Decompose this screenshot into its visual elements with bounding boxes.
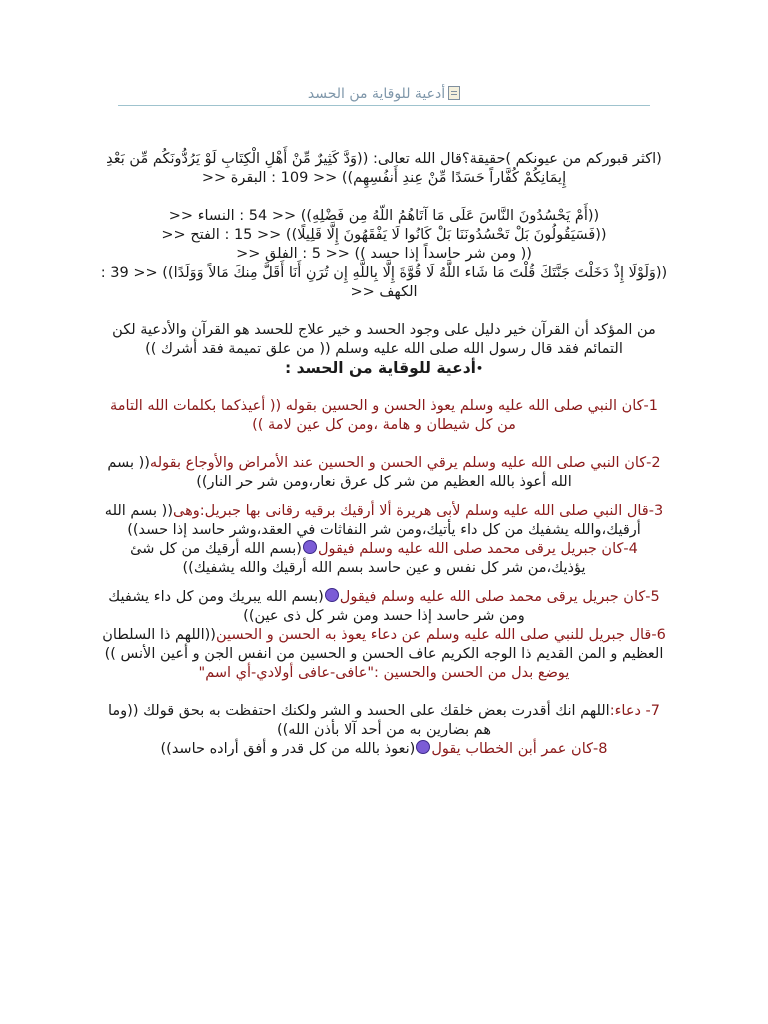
dua-item-3: 3-قال النبي صلى الله عليه وسلم لأبى هريرة ألا أرقيك برقيه رقانى بها جبريل:وهى(( بسم الله أرقيك،والله يشفيك من كل داء يأتيك،ومن شر النفاثات في العقد،وشر حاسد إذا حسد)) [104, 503, 664, 538]
verse-falaq: (( ومن شر حاسداً إذا حسد )) << 5 : الفلق << [236, 246, 532, 262]
bullet-icon: • [475, 362, 484, 375]
section-heading-text: أدعية للوقاية من الحسد : [284, 359, 476, 377]
section-heading [100, 359, 668, 378]
page-title: أدعية للوقاية من الحسد [307, 86, 446, 102]
conclusion-paragraph: من المؤكد أن القرآن خير دليل على وجود الحسد و خير علاج للحسد هو القرآن والأدعية لكن التمائم فقد قال رسول الله صلى الله عليه وسلم (( من علق تميمة فقد أشرك )) [112, 322, 656, 357]
page-title-row [118, 86, 650, 102]
verse-fath: ((فَسَيَقُولُونَ بَلْ تَحْسُدُونَنَا بَلْ كَانُوا لَا يَفْقَهُونَ إِلَّا قَلِيلًا)) << 15 : الفتح << [161, 227, 607, 243]
dua-item-2: 2-كان النبي صلى الله عليه وسلم يرقي الحسن و الحسين عند الأمراض والأوجاع بقوله(( بسم الله أعوذ بالله العظيم من شر كل عرق نعار،ومن شر حر النار)) [107, 455, 661, 490]
dua-item-5: 5-كان جبريل يرقى محمد صلى الله عليه وسلم فيقول(بسم الله يبريك ومن كل داء يشفيك ومن شر حاسد إذا حسد ومن شر كل ذى عين)) [108, 589, 660, 624]
smiley-icon [325, 588, 339, 602]
smiley-icon [416, 740, 430, 754]
dua-item-8: 8-كان عمر أبن الخطاب يقول(نعوذ بالله من كل قدر و أفق أراده حاسد)) [160, 741, 608, 757]
article-body [100, 150, 668, 759]
dua-item-6: 6-قال جبريل للنبي صلى الله عليه وسلم عن دعاء يعوذ به الحسن و الحسين((اللهم ذا السلطان العظيم و المن القديم ذا الوجه الكريم عاف الحسن و الحسين من انفس الجن و أعين الأنس )) يوضع بدل من الحسن والحسين :"عافى-عافى أولادي-أي اسم" [102, 627, 666, 681]
title-divider [118, 105, 650, 106]
intro-paragraph: (اكثر قبوركم من عيونكم )حقيقة؟قال الله تعالى: ((وَدَّ كَثِيرٌ مِّنْ أَهْلِ الْكِتَابِ لَوْ يَرُدُّونَكُم مِّن بَعْدِ إِيمَانِكُمْ كُفَّاراً حَسَدًا مِّنْ عِندِ أَنفُسِهِم)) << 109 : البقرة << [106, 151, 662, 186]
dua-item-7: 7- دعاء:اللهم انك أقدرت بعض خلقك على الحسد و الشر ولكنك احتفظت به بحق قولك ((وما هم بضارين به من أحد آلا بأذن الله)) [107, 703, 661, 738]
verse-kahf: ((وَلَوْلَا إِذْ دَخَلْتَ جَنَّتَكَ قُلْتَ مَا شَاء اللَّهُ لَا قُوَّةَ إِلَّا بِاللَّهِ إِن تُرَنِ أَنَا أَقَلَّ مِنكَ مَالاً وَوَلَدًا)) << 39 : الكهف << [100, 265, 668, 300]
dua-item-1: 1-كان النبي صلى الله عليه وسلم يعوذ الحسن و الحسين بقوله (( أعيذكما بكلمات الله التامة من كل شيطان و هامة ،ومن كل عين لامة )) [109, 398, 659, 433]
dua-item-4: 4-كان جبريل يرقى محمد صلى الله عليه وسلم فيقول(بسم الله أرقيك من كل شئ يؤذيك،من شر كل نفس و عين حاسد بسم الله أرقيك والله يشفيك)) [130, 541, 638, 576]
verse-nisa: ((أَمْ يَحْسُدُونَ النَّاسَ عَلَى مَا آتَاهُمُ اللّهُ مِن فَضْلِهِ)) << 54 : النساء << [168, 208, 600, 224]
scroll-icon [448, 86, 460, 100]
smiley-icon [303, 540, 317, 554]
